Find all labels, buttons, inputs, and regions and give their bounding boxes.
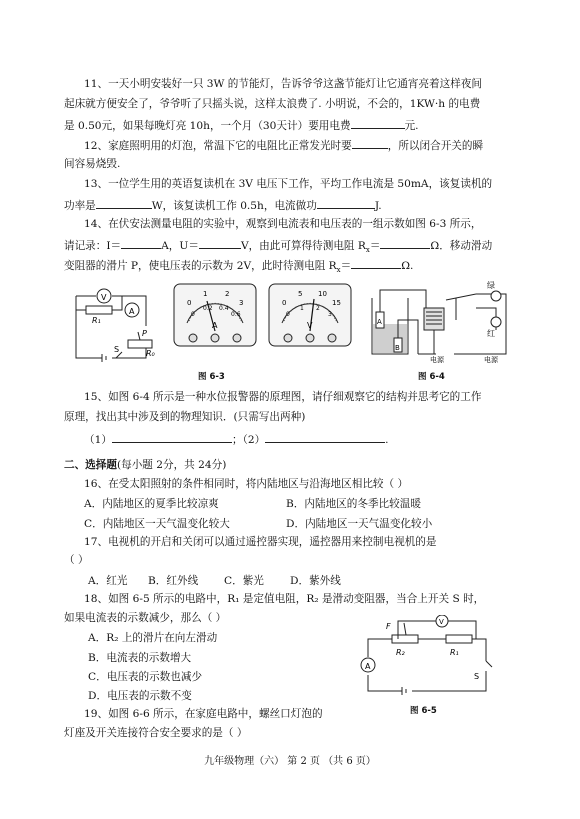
fig63-a-label: A: [129, 307, 135, 316]
q11-line2: 起床就方便安全了，爷爷听了只摇头说，这样太浪费了. 小明说，不会的，1KW·h 的电费: [64, 98, 481, 110]
answer-blank[interactable]: [351, 117, 405, 129]
answer-blank[interactable]: [112, 431, 232, 443]
section2-note: (每小题 2分，共 24分): [116, 459, 227, 471]
q14-line3-c: Ω.: [401, 260, 414, 272]
fig64-source2-label: 电源: [484, 356, 498, 364]
fig65-r1-label: R₁: [450, 648, 459, 657]
q17-option-b[interactable]: B．红外线: [148, 575, 199, 587]
q14-line2-b: A，U＝: [161, 240, 199, 252]
tick-label: 2: [225, 290, 230, 298]
fig63-ammeter-letter: A: [212, 321, 218, 330]
q17-option-c[interactable]: C．紫光: [224, 575, 264, 587]
tick-label: 1: [203, 290, 208, 298]
fig63-r0-label: R₀: [146, 349, 155, 358]
fig65-f-label: F: [386, 622, 391, 631]
q15-end: .: [385, 434, 389, 446]
answer-blank[interactable]: [121, 237, 161, 249]
tick-label: 0: [191, 311, 195, 318]
fig63-circuit-diagram: [66, 276, 166, 364]
q18-option-a[interactable]: A．R₂ 上的滑片在向左滑动: [88, 632, 218, 644]
tick-label: 0: [282, 299, 287, 307]
q12-line1-text: 12、家庭照明用的灯泡，常温下它的电阻比正常发光时要: [84, 140, 352, 152]
q12-line1: [84, 137, 540, 153]
q18-option-c[interactable]: C．电压表的示数也减少: [88, 671, 203, 683]
q15-line2: 原理，找出其中涉及到的物理知识．(只需写出两种): [64, 411, 306, 423]
tick-label: 0: [187, 299, 192, 307]
q14-line1: 14、在伏安法测量电阻的实验中，观察到电流表和电压表的一组示数如图 6-3 所示，: [84, 218, 482, 230]
q15-blank1-label: （1）: [84, 434, 112, 446]
tick-label: 0.6: [231, 311, 241, 318]
q14-line3-b: ＝: [340, 260, 352, 272]
section2-title: 二、选择题: [64, 459, 117, 471]
q14-line2-e: Ω．移动滑动: [430, 240, 493, 252]
q14-line2: 请记录：I＝ A，U＝ V，由此可算得待测电阻 $R_x= \Omega$．移动滑动: [64, 237, 520, 257]
q12-line2: 间容易烧毁.: [64, 158, 121, 170]
fig63-p-label: P: [142, 329, 147, 338]
fig64-caption: 图 6-4: [418, 372, 445, 382]
tick-label: 1: [300, 305, 304, 312]
tick-label: 0.4: [219, 305, 229, 312]
q11-line3: [64, 117, 520, 133]
q13-line1: 13、一位学生用的英语复读机在 3V 电压下工作，平均工作电流是 50mA，该复读机的: [84, 178, 493, 190]
q13-line2: [64, 197, 520, 213]
fig64-red-label: 红: [487, 329, 495, 338]
q11-line1: 11、一天小明安装好一只 3W 的节能灯，告诉爷爷这盏节能灯让它通宵亮着这样夜间: [84, 78, 483, 90]
q12-line1-end: ，所以闭合开关的瞬: [387, 140, 484, 152]
q18-line2: 如果电流表的示数减少，那么（ ）: [64, 612, 227, 624]
tick-label: 2: [316, 305, 320, 312]
q13-line2-a: 功率是: [64, 200, 96, 212]
q13-line2-b: W，该复读机工作 0.5h，电流做功: [151, 200, 317, 212]
q11-line3-end: 元.: [404, 120, 419, 132]
tick-label: 15: [332, 299, 341, 307]
fig65-circuit-diagram: [350, 615, 500, 697]
tick-label: 5: [298, 290, 303, 298]
q15-line1: 15、如图 6-4 所示是一种水位报警器的原理图，请仔细观察它的结构并思考它的工作: [84, 391, 482, 403]
fig64-b-label: B: [395, 344, 400, 352]
tick-label: 10: [318, 290, 327, 298]
fig65-caption: 图 6-5: [410, 706, 437, 716]
q14-line2-c: V，由此可算得待测电阻 R: [240, 240, 366, 252]
fig64-water-alarm-diagram: [366, 280, 518, 364]
q18-option-b[interactable]: B．电流表的示数增大: [88, 652, 192, 664]
q17-option-d[interactable]: D．紫外线: [290, 575, 341, 587]
fig65-v-label: V: [439, 618, 444, 626]
answer-blank[interactable]: [265, 431, 385, 443]
fig64-green-label: 绿: [487, 281, 495, 290]
section2-heading: [64, 458, 520, 472]
fig63-voltmeter-letter: V: [307, 321, 313, 330]
q14-line3: 变阻器的滑片 P，使电压表的示数为 2V，此时待测电阻 $R_x= \Omega$.: [64, 257, 520, 277]
answer-blank[interactable]: [199, 237, 241, 249]
q16-stem: 16、在受太阳照射的条件相同时，将内陆地区与沿海地区相比较（ ）: [84, 478, 409, 490]
q19-line1: 19、如图 6-6 所示，在家庭电路中，螺丝口灯泡的: [84, 708, 323, 720]
q17-stem: 17、电视机的开启和关闭可以通过遥控器实现，遥控器用来控制电视机的是: [84, 536, 437, 548]
page-footer: 九年级物理（六） 第 2 页 （共 6 页）: [204, 756, 376, 767]
q11-line3-text: 是 0.50元，如果每晚灯亮 10h，一个月（30天计）要用电费: [64, 120, 351, 132]
fig64-source1-label: 电源: [430, 356, 444, 364]
fig65-a-label: A: [365, 662, 371, 671]
tick-label: 0.2: [203, 305, 213, 312]
tick-label: 3: [328, 311, 332, 318]
fig63-ammeter-dial: [173, 283, 257, 347]
q14-line2-d: ＝: [369, 240, 381, 252]
q19-line2: 灯座及开关连接符合安全要求的是（ ）: [64, 727, 248, 739]
answer-blank[interactable]: [351, 257, 401, 269]
tick-label: 0: [286, 311, 290, 318]
fig63-voltmeter-dial: [268, 283, 352, 347]
fig64-a-label: A: [377, 318, 382, 326]
q13-line2-c: J.: [374, 200, 382, 212]
fig63-caption: 图 6-3: [198, 372, 225, 382]
q15-answer-line: [84, 431, 540, 447]
answer-blank[interactable]: [317, 197, 375, 209]
tick-label: 3: [239, 299, 244, 307]
q16-option-a[interactable]: A．内陆地区的夏季比较凉爽: [84, 498, 219, 510]
q18-option-d[interactable]: D．电压表的示数不变: [88, 690, 192, 702]
q16-option-c[interactable]: C．内陆地区一天气温变化较大: [84, 518, 230, 530]
fig65-r2-label: R₂: [396, 648, 405, 657]
q16-option-b[interactable]: B．内陆地区的冬季比较温暖: [286, 498, 421, 510]
q16-option-d[interactable]: D．内陆地区一天气温变化较小: [286, 518, 433, 530]
fig63-s-label: S: [114, 345, 120, 354]
fig65-s-label: S: [474, 672, 480, 681]
q15-blank2-label: ；（2）: [231, 434, 266, 446]
q18-line1: 18、如图 6-5 所示的电路中，R₁ 是定值电阻，R₂ 是滑动变阻器，当合上开关 S 时，: [84, 593, 485, 605]
green-lamp: [491, 291, 501, 301]
red-lamp: [491, 317, 501, 327]
q17-option-a[interactable]: A．红光: [88, 575, 128, 587]
answer-blank[interactable]: [352, 137, 388, 149]
q14-line2-a: 请记录：I＝: [64, 240, 122, 252]
q17-paren: （ ）: [64, 554, 89, 566]
fig63-r1-label: R₁: [92, 316, 101, 325]
q14-line3-a: 变阻器的滑片 P，使电压表的示数为 2V，此时待测电阻 R: [64, 260, 337, 272]
answer-blank[interactable]: [96, 197, 152, 209]
fig63-v-label: V: [101, 293, 107, 302]
answer-blank[interactable]: [380, 237, 430, 249]
